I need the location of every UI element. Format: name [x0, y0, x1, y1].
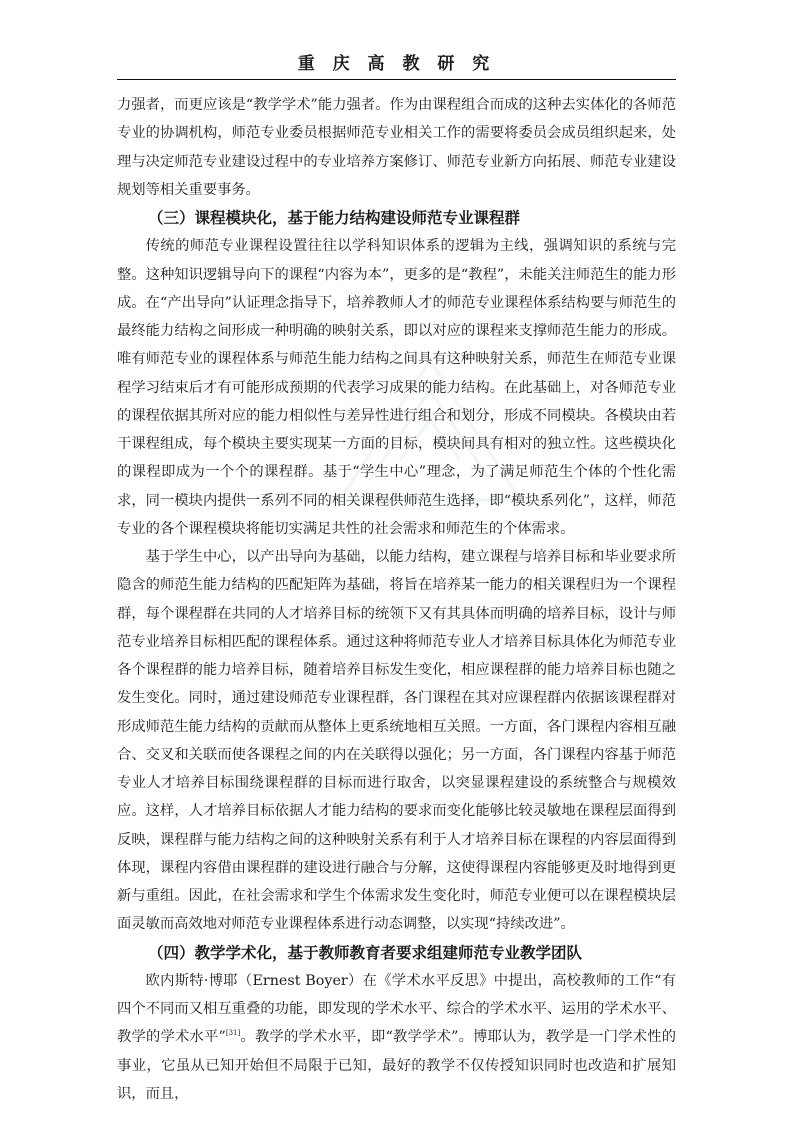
paragraph: 基于学生中心，以产出导向为基础，以能力结构，建立课程与培养目标和毕业要求所隐含的师范生能力结构的匹配矩阵为基础，将旨在培养某一能力的相关课程归为一个课程群，每个课程群在共同的人才培养目标的统领下又有其具体而明确的培养目标，设计与师范专业培养目标相匹配的课程体系。通过这种将师范专业人才培养目标具体化为师范专业各个课程群的能力培养目标，随着培养目标发生变化，相应课程群的能力培养目标也随之发生变化。同时，通过建设师范专业课程群，各门课程在其对应课程群内依据该课程群对形成师范生能力结构的贡献而从整体上更系统地相互关照。一方面，各门课程内容相互融合、交叉和关联而使各课程之间的内在关联得以强化；另一方面，各门课程内容基于师范专业人才培养目标围绕课程群的目标而进行取舍，以突显课程建设的系统整合与规模效应。这样，人才培养目标依据人才能力结构的要求而变化能够比较灵敏地在课程层面得到反映，课程群与能力结构之间的这种映射关系有利于人才培养目标在课程的内容层面得到体现，课程内容借由课程群的建设进行融合与分解，这使得课程内容能够更及时地得到更新与重组。因此，在社会需求和学生个体需求发生变化时，师范专业便可以在课程模块层面灵敏而高效地对师范专业课程体系进行动态调整，以实现“持续改进”。 [117, 549, 676, 933]
citation-ref[interactable]: [31] [225, 1029, 241, 1038]
paragraph-text: 。教学的学术水平，即“教学学术”。博耶认为，教学是一门学术性的事业，它虽从已知开始但不局限于已知，最好的教学不仅传授知识同时也改造和扩展知识，而且， [117, 1029, 677, 1102]
paragraph [117, 967, 676, 1108]
page-header [117, 52, 676, 80]
section-heading-4: （四）教学学术化，基于教师教育者要求组建师范专业教学团队 [148, 943, 583, 962]
paragraph: 传统的师范专业课程设置往往以学科知识体系的逻辑为主线，强调知识的系统与完整。这种知识逻辑导向下的课程“内容为本”，更多的是“教程”，未能关注师范生的能力形成。在“产出导向”认证理念指导下，培养教师人才的师范专业课程体系结构要与师范生的最终能力结构之间形成一种明确的映射关系，即以对应的课程来支撑师范生能力的形成。唯有师范专业的课程体系与师范生能力结构之间具有这种映射关系，师范生在师范专业课程学习结束后才有可能形成预期的代表学习成果的能力结构。在此基础上，对各师范专业的课程依据其所对应的能力相似性与差异性进行组合和划分，形成不同模块。各模块由若干课程组成，每个模块主要实现某一方面的目标，模块间具有相对的独立性。这些模块化的课程即成为一个个的课程群。基于“学生中心”理念，为了满足师范生个体的个性化需求，同一模块内提供一系列不同的相关课程供师范生选择，即“模块系列化”，这样，师范专业的各个课程模块将能切实满足共性的社会需求和师范生的个体需求。 [117, 238, 676, 537]
journal-title: 重 庆 高 教 研 究 [297, 54, 496, 74]
article-body [117, 91, 676, 1108]
section-heading-3: （三）课程模块化，基于能力结构建设师范专业课程群 [148, 209, 521, 227]
paragraph-continued: 力强者，而更应该是“教学学术”能力强者。作为由课程组合而成的这种去实体化的各师范专业的协调机构，师范专业委员根据师范专业相关工作的需要将委员会成员组织起来，处理与决定师范专业建设过程中的专业培养方案修订、师范专业新方向拓展、师范专业建设规划等相关重要事务。 [117, 97, 676, 198]
paragraph-text: 欧内斯特·博耶（Ernest Boyer）在《学术水平反思》中提出，高校教师的工作“有四个不同而又相互重叠的功能，即发现的学术水平、综合的学术水平、运用的学术水平、教学的学术水平” [117, 972, 676, 1046]
header-rule [117, 79, 676, 80]
